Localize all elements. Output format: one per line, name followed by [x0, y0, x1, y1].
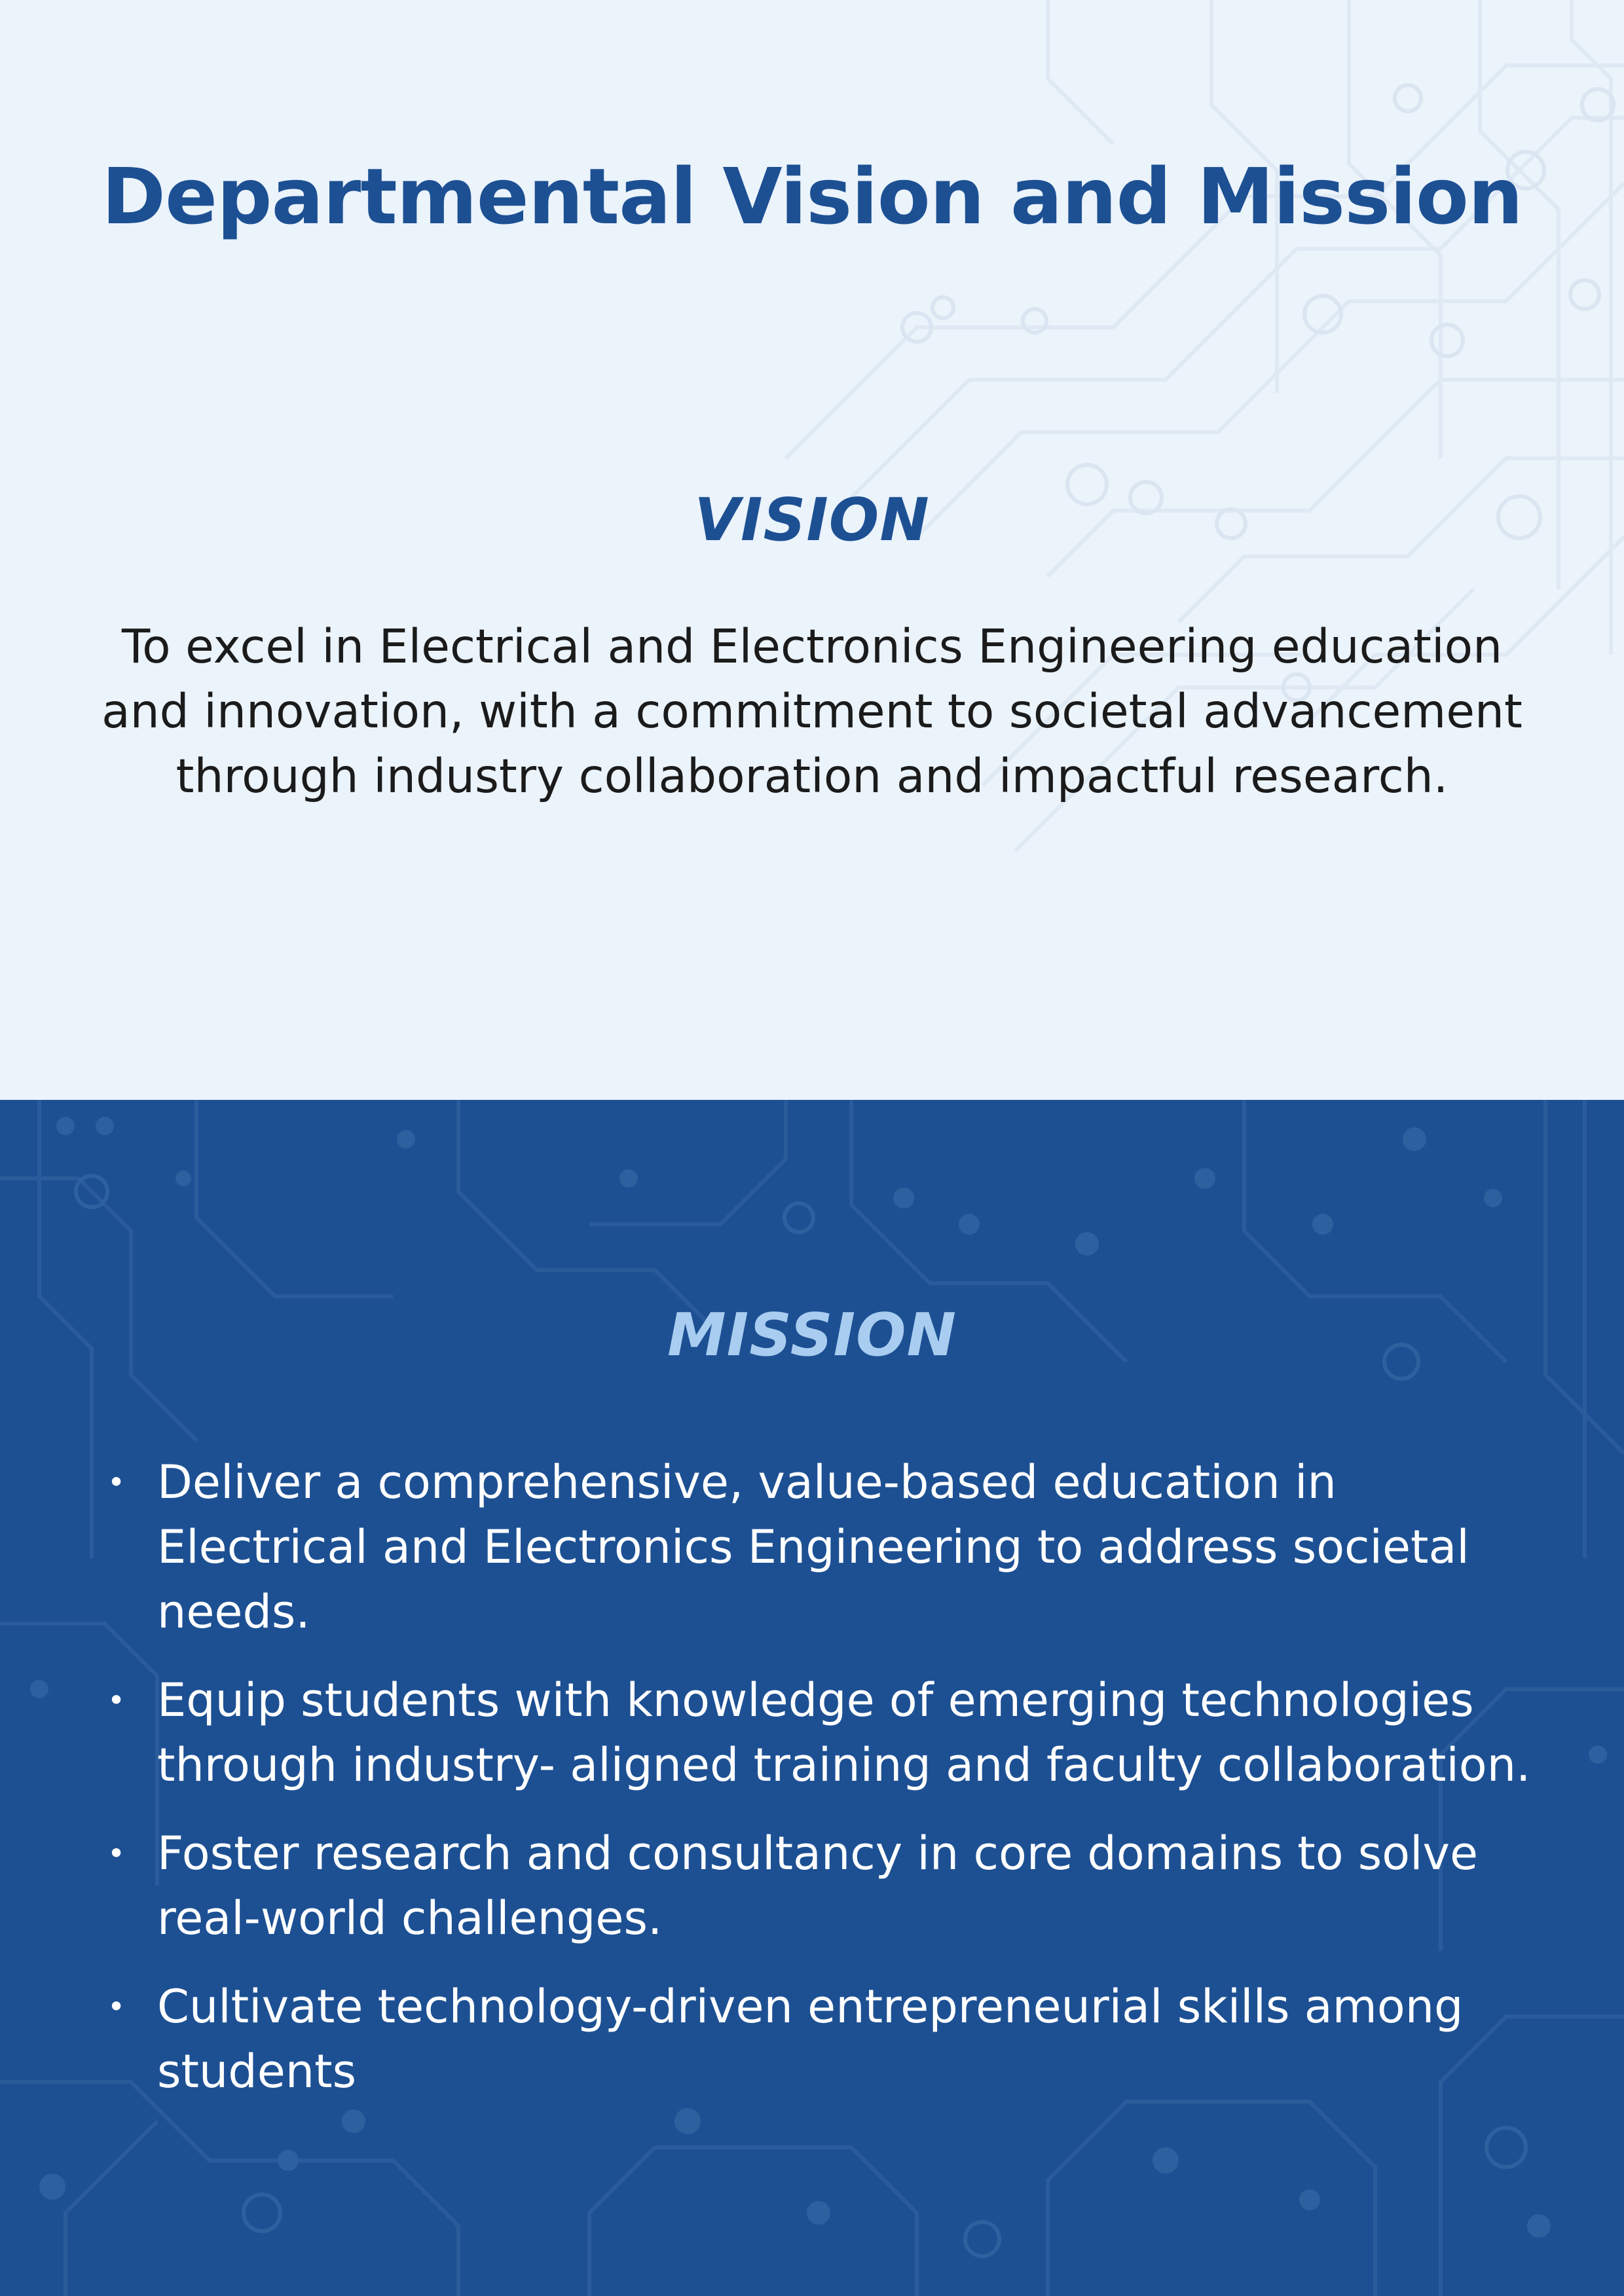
page-title: Departmental Vision and Mission: [101, 151, 1522, 242]
bullet-icon: •: [107, 1989, 126, 2024]
mission-item-text: Cultivate technology-driven entrepreneurial skills among students: [157, 1980, 1464, 2098]
vision-heading: VISION: [694, 486, 930, 555]
bullet-icon: •: [107, 1836, 126, 1871]
mission-item: [105, 1821, 1545, 1951]
mission-section: [0, 1100, 1624, 2296]
mission-item: [105, 1668, 1545, 1798]
mission-item: [105, 1450, 1545, 1645]
vision-statement: To excel in Electrical and Electronics Engineering education and innovation, with a commitment to societal advancement through industry collaboration and impactful research.: [101, 619, 1522, 803]
mission-heading: MISSION: [667, 1301, 957, 1370]
vision-section: [0, 0, 1624, 1100]
bullet-icon: •: [107, 1683, 126, 1718]
mission-item-text: Equip students with knowledge of emerging technologies through industry- aligned training and faculty collaboration.: [157, 1673, 1531, 1792]
bullet-icon: •: [107, 1465, 126, 1500]
mission-list: [105, 1450, 1545, 2128]
mission-item-text: Foster research and consultancy in core domains to solve real-world challenges.: [157, 1827, 1479, 1945]
mission-item-text: Deliver a comprehensive, value-based education in Electrical and Electronics Engineering to address societal needs.: [157, 1455, 1469, 1639]
mission-item: [105, 1975, 1545, 2104]
